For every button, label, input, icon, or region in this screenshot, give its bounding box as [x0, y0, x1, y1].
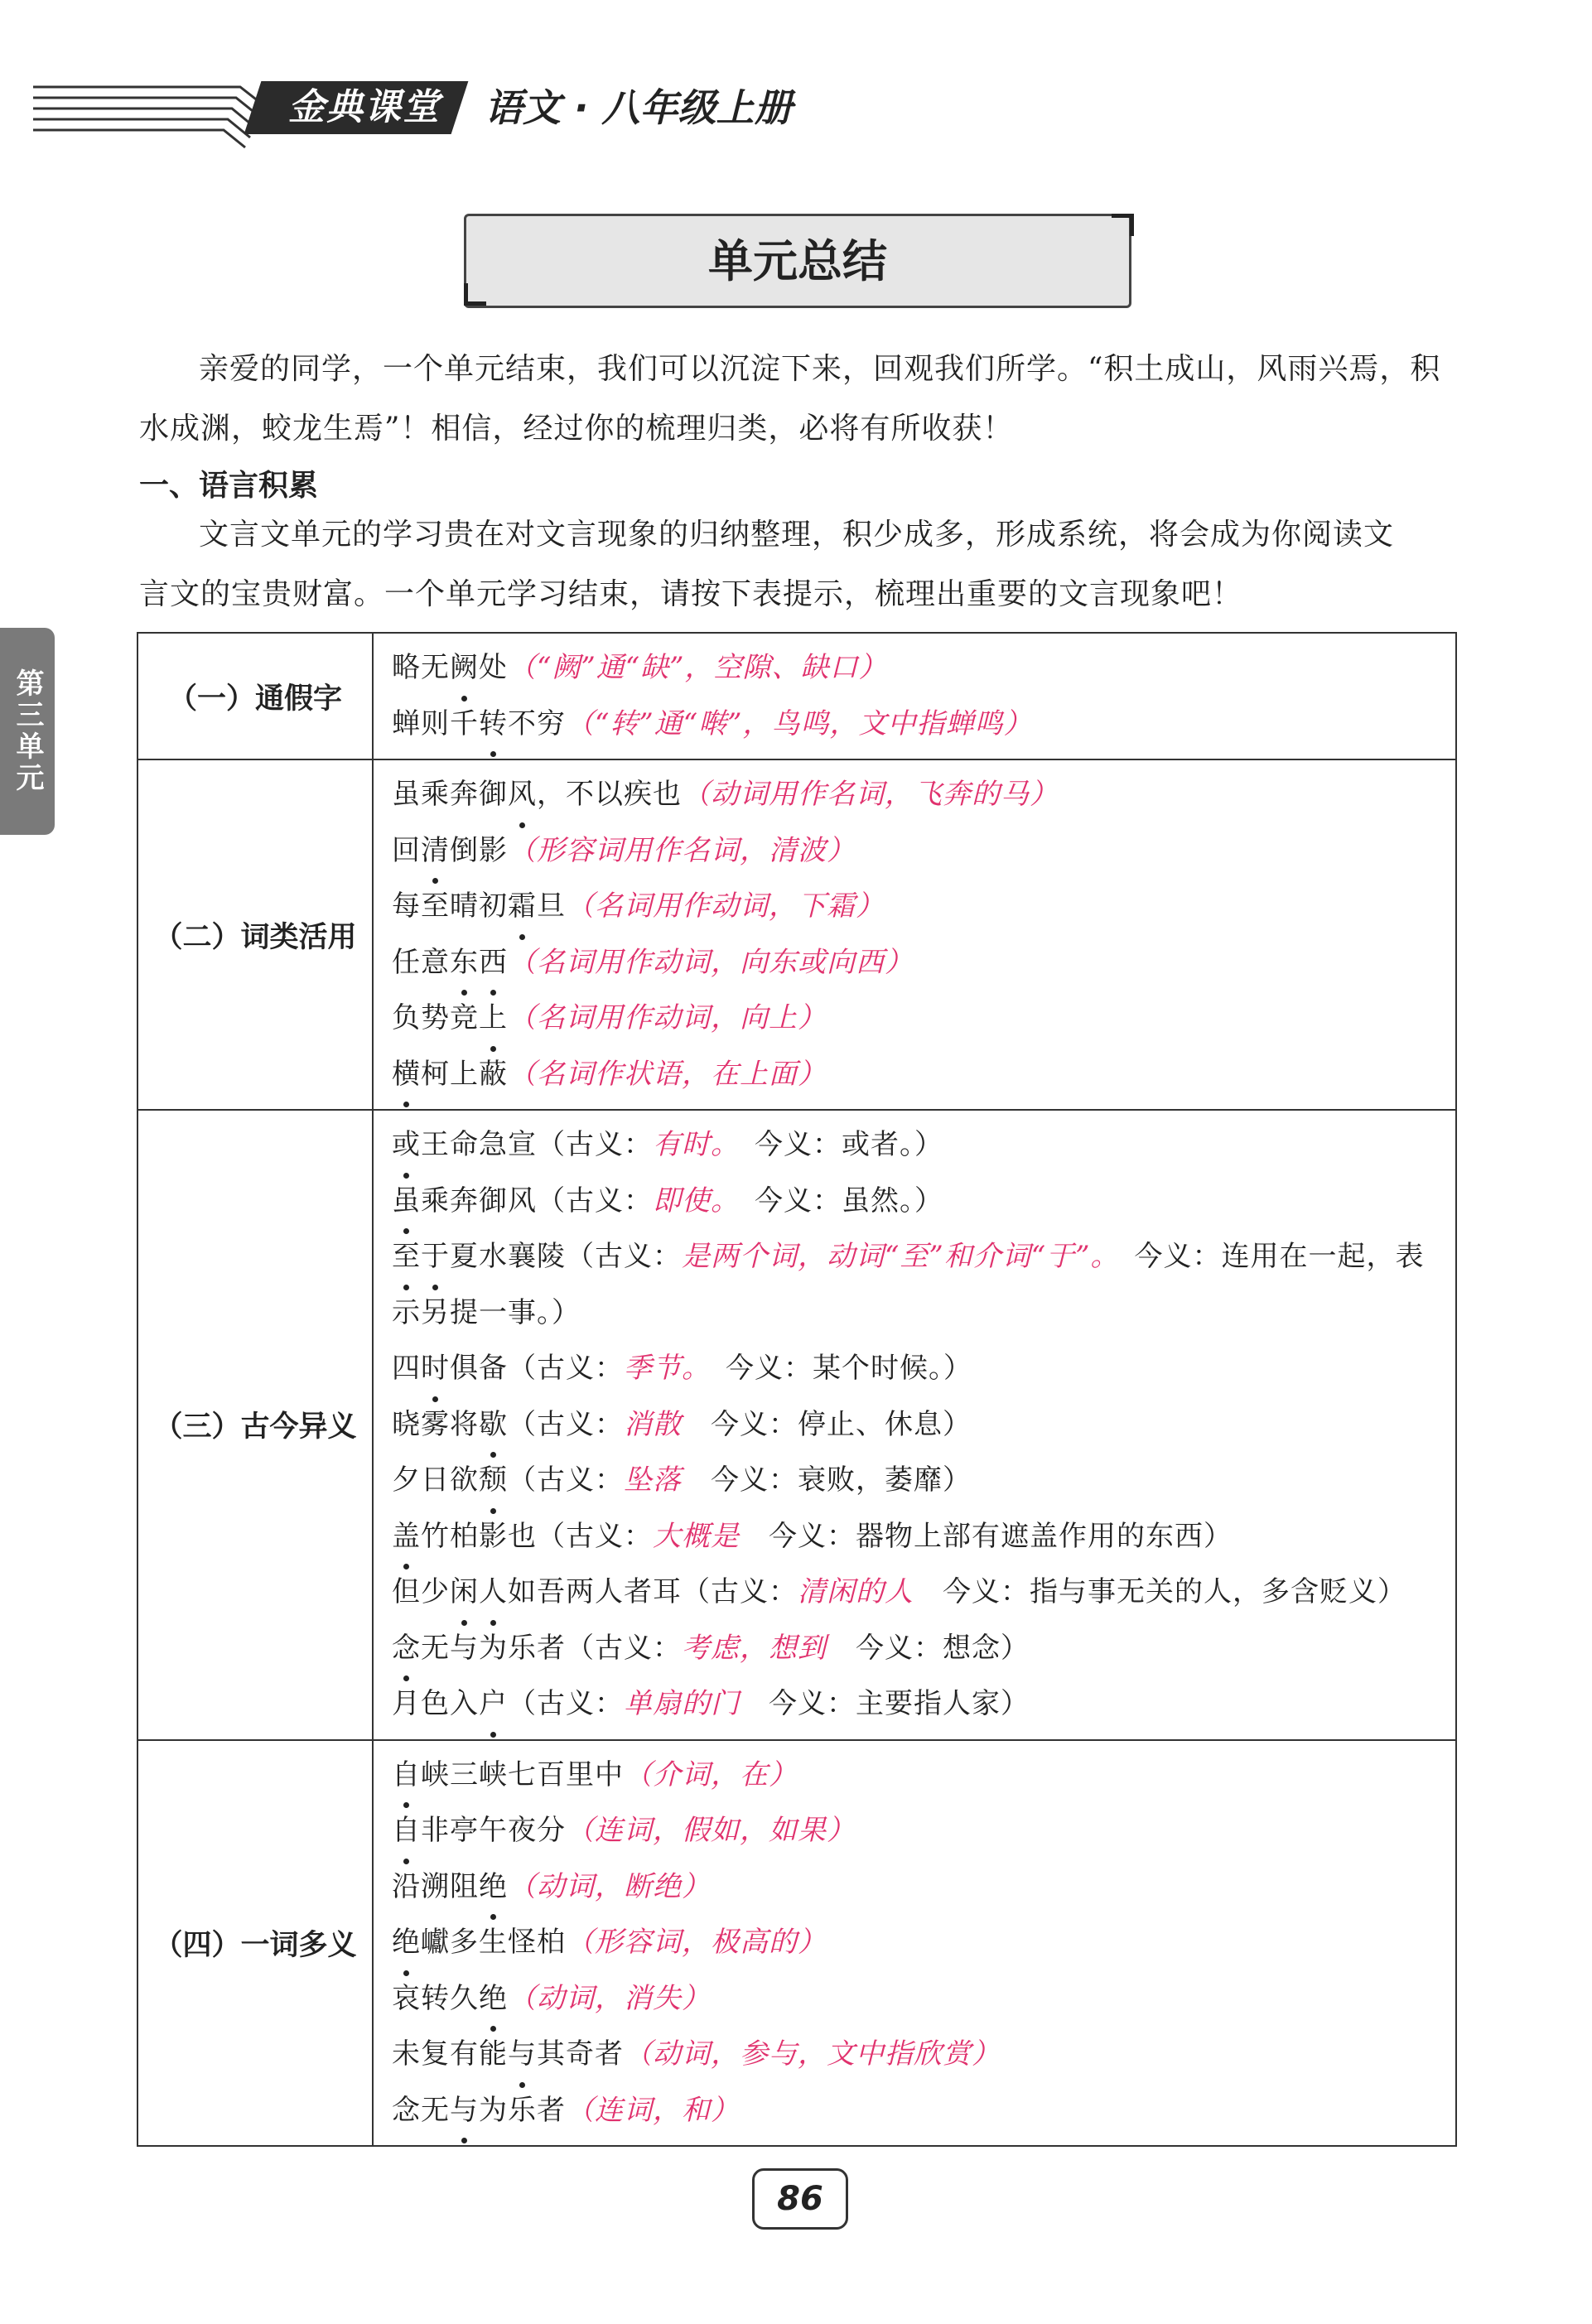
answer-text: 季节。: [624, 1352, 697, 1385]
list-item: [392, 823, 1439, 880]
answer-text: （动词，参与，文中指欣赏）: [624, 2037, 1001, 2071]
list-item: [392, 767, 1439, 823]
sentence-text: 非亭午夜分: [421, 1814, 566, 1847]
items-cell: [373, 1740, 1456, 2147]
sentence-text: 哀转久: [392, 1981, 479, 2015]
sentence-text: 无与为乐者（古义：: [421, 1631, 682, 1665]
items-cell: [373, 633, 1456, 759]
part1-line: 文言文单元的学习贵在对文言现象的归纳整理，积少成多，形成系统，将会成为你阅读文: [199, 518, 1395, 552]
category-cell: （二）词类活用: [137, 759, 373, 1110]
sentence-text: 不穷: [508, 706, 566, 740]
sentence-text: 任意: [392, 945, 450, 979]
sentence-text: 沿溯阻: [392, 1869, 479, 1903]
table-row: [137, 1740, 1456, 2147]
answer-text: 有时。: [653, 1128, 726, 1161]
list-item: [392, 697, 1439, 753]
dotted-keyword: 念: [392, 1621, 421, 1677]
intro-paragraph: [139, 340, 1456, 459]
modern-meaning-text: 今义：连用在一起，表示另提一事。）: [392, 1240, 1425, 1329]
list-item: [392, 991, 1439, 1047]
list-item: [392, 1748, 1439, 1804]
header-decorative-lines: [33, 50, 298, 232]
dotted-keyword: 西: [479, 935, 508, 991]
sentence-text: 王命急宣（古义：: [421, 1128, 653, 1161]
sentence-text: 念无: [392, 2093, 450, 2127]
section-title: 单元总结: [708, 234, 887, 287]
dotted-keyword: 时: [421, 1341, 450, 1397]
dotted-keyword: 至: [392, 1229, 421, 1285]
list-item: [392, 935, 1439, 991]
subject-title: 语文 · 八年级上册: [485, 85, 793, 130]
sentence-text: 峡三峡七百里中: [421, 1757, 624, 1791]
sentence-text: 但少: [392, 1575, 450, 1608]
sentence-text: （古义：: [508, 1687, 624, 1720]
answer-text: （形容词，极高的）: [566, 1926, 827, 1959]
modern-meaning-text: 今义：或者。）: [726, 1128, 943, 1161]
page-number: 86: [752, 2168, 848, 2230]
dotted-keyword: 或: [392, 1117, 421, 1174]
answer-text: 消散: [624, 1407, 682, 1441]
sentence-text: （古义：: [508, 1407, 624, 1441]
sentence-text: 旦: [537, 890, 566, 923]
list-item: [392, 1509, 1439, 1565]
category-cell: （一）通假字: [137, 633, 373, 759]
list-item: [392, 1971, 1439, 2027]
answer-text: （“转”通“啭”，鸟鸣，文中指蝉鸣）: [566, 706, 1033, 740]
answer-text: 是两个词，动词“至”和介词“于”。: [682, 1240, 1106, 1273]
answer-text: （动词，断绝）: [508, 1869, 711, 1903]
dotted-keyword: 转: [479, 697, 508, 753]
part1-heading: 一、语言积累: [139, 469, 319, 503]
dotted-keyword: 自: [392, 1803, 421, 1859]
list-item: [392, 1453, 1439, 1509]
sentence-text: 回: [392, 833, 421, 867]
answer-text: （动词用作名词，飞奔的马）: [682, 778, 1059, 811]
sentence-text: 处: [479, 651, 508, 684]
answer-text: （连词，假如，如果）: [566, 1814, 856, 1847]
sentence-text: 每至晴初: [392, 890, 508, 923]
sentence-text: 柯上蔽: [421, 1057, 508, 1091]
sentence-text: 竹柏影也（古义：: [421, 1519, 653, 1553]
modern-meaning-text: 今义：器物上部有遮盖作用的东西）: [740, 1519, 1233, 1553]
modern-meaning-text: 今义：指与事无关的人，多含贬义）: [914, 1575, 1406, 1608]
sentence-text: 俱备（古义：: [450, 1352, 624, 1385]
answer-text: 单扇的门: [624, 1687, 740, 1720]
category-cell: （四）一词多义: [137, 1740, 373, 2147]
intro-line: 水成渊，蛟龙生焉”！相信，经过你的梳理归类，必将有所收获！: [139, 412, 1014, 446]
part1-line: 言文的宝贵财富。一个单元学习结束，请按下表提示，梳理出重要的文言现象吧！: [139, 577, 1243, 611]
table-row: [137, 633, 1456, 759]
list-item: [392, 2027, 1439, 2083]
sentence-text: 如吾两人者耳（古义：: [508, 1575, 798, 1608]
dotted-keyword: 自: [392, 1748, 421, 1804]
dotted-keyword: 绝: [392, 1915, 421, 1971]
dotted-keyword: 风: [508, 767, 537, 823]
list-item: [392, 1676, 1439, 1733]
sentence-text: 夏水襄陵（古义：: [450, 1240, 682, 1273]
sentence-text: 负势竞: [392, 1001, 479, 1034]
intro-line: 亲爱的同学，一个单元结束，我们可以沉淀下来，回观我们所学。“积土成山，风雨兴焉，积: [199, 352, 1441, 386]
dotted-keyword: 东: [450, 935, 479, 991]
dotted-keyword: 横: [392, 1047, 421, 1103]
dotted-keyword: 霜: [508, 879, 537, 935]
list-item: [392, 2083, 1439, 2139]
sentence-text: 为乐者: [479, 2093, 566, 2127]
list-item: [392, 1859, 1439, 1916]
table-row: [137, 759, 1456, 1110]
list-item: [392, 1341, 1439, 1397]
dotted-keyword: 阙: [450, 640, 479, 697]
dotted-keyword: 绝: [479, 1859, 508, 1916]
list-item: [392, 1229, 1439, 1341]
answer-text: 考虑，想到: [682, 1631, 827, 1665]
brand-title: 金典课堂: [288, 86, 441, 128]
dotted-keyword: 人: [479, 1565, 508, 1621]
modern-meaning-text: 今义：停止、休息）: [682, 1407, 972, 1441]
unit-side-tab: 第三单元: [0, 628, 55, 835]
classical-chinese-table: [137, 632, 1457, 2147]
list-item: [392, 640, 1439, 697]
sentence-text: 虽乘奔御: [392, 778, 508, 811]
answer-text: （“阙”通“缺”，空隙、缺口）: [508, 651, 888, 684]
sentence-text: 倒影: [450, 833, 508, 867]
answer-text: （名词用作动词，下霜）: [566, 890, 885, 923]
answer-text: 坠落: [624, 1463, 682, 1497]
dotted-keyword: 闲: [450, 1565, 479, 1621]
modern-meaning-text: 今义：虽然。）: [726, 1184, 943, 1217]
answer-text: （连词，和）: [566, 2093, 740, 2127]
items-cell: [373, 759, 1456, 1110]
answer-text: （名词作状语，在上面）: [508, 1057, 827, 1091]
dotted-keyword: 绝: [479, 1971, 508, 2027]
answer-text: （名词用作动词，向上）: [508, 1001, 827, 1034]
answer-text: （动词，消失）: [508, 1981, 711, 2015]
answer-text: 大概是: [653, 1519, 740, 1553]
answer-text: 即使。: [653, 1184, 726, 1217]
answer-text: （名词用作动词，向东或向西）: [508, 945, 914, 979]
sentence-text: 略无: [392, 651, 450, 684]
list-item: [392, 1565, 1439, 1621]
sentence-text: 巘多生怪柏: [421, 1926, 566, 1959]
modern-meaning-text: 今义：某个时候。）: [697, 1352, 972, 1385]
items-cell: [373, 1110, 1456, 1740]
category-cell: （三）古今异义: [137, 1110, 373, 1740]
sentence-text: ，不以疾也: [537, 778, 682, 811]
dotted-keyword: 户: [479, 1676, 508, 1733]
list-item: [392, 1117, 1439, 1174]
dotted-keyword: 颓: [479, 1453, 508, 1509]
dotted-keyword: 于: [421, 1229, 450, 1285]
dotted-keyword: 虽: [392, 1174, 421, 1230]
sentence-text: 乘奔御风（古义：: [421, 1184, 653, 1217]
list-item: [392, 1174, 1439, 1230]
list-item: [392, 1397, 1439, 1454]
sentence-text: （古义：: [508, 1463, 624, 1497]
list-item: [392, 1915, 1439, 1971]
sentence-text: 四: [392, 1352, 421, 1385]
dotted-keyword: 歇: [479, 1397, 508, 1454]
sentence-text: 月色入: [392, 1687, 479, 1720]
sentence-text: 晓雾将: [392, 1407, 479, 1441]
list-item: [392, 1803, 1439, 1859]
modern-meaning-text: 今义：主要指人家）: [740, 1687, 1030, 1720]
sentence-text: 夕日欲: [392, 1463, 479, 1497]
answer-text: 清闲的人: [798, 1575, 914, 1608]
table-row: [137, 1110, 1456, 1740]
modern-meaning-text: 今义：想念）: [827, 1631, 1030, 1665]
sentence-text: 未复有能: [392, 2037, 508, 2071]
list-item: [392, 1047, 1439, 1103]
list-item: [392, 1621, 1439, 1677]
dotted-keyword: 盖: [392, 1509, 421, 1565]
sentence-text: 其奇者: [537, 2037, 624, 2071]
dotted-keyword: 清: [421, 823, 450, 880]
dotted-keyword: 上: [479, 991, 508, 1047]
dotted-keyword: 与: [450, 2083, 479, 2139]
dotted-keyword: 与: [508, 2027, 537, 2083]
modern-meaning-text: 今义：衰败，萎靡）: [682, 1463, 972, 1497]
answer-text: （介词，在）: [624, 1757, 798, 1791]
answer-text: （形容词用作名词，清波）: [508, 833, 856, 867]
sentence-text: 蝉则千: [392, 706, 479, 740]
list-item: [392, 879, 1439, 935]
part1-paragraph: [139, 505, 1456, 624]
